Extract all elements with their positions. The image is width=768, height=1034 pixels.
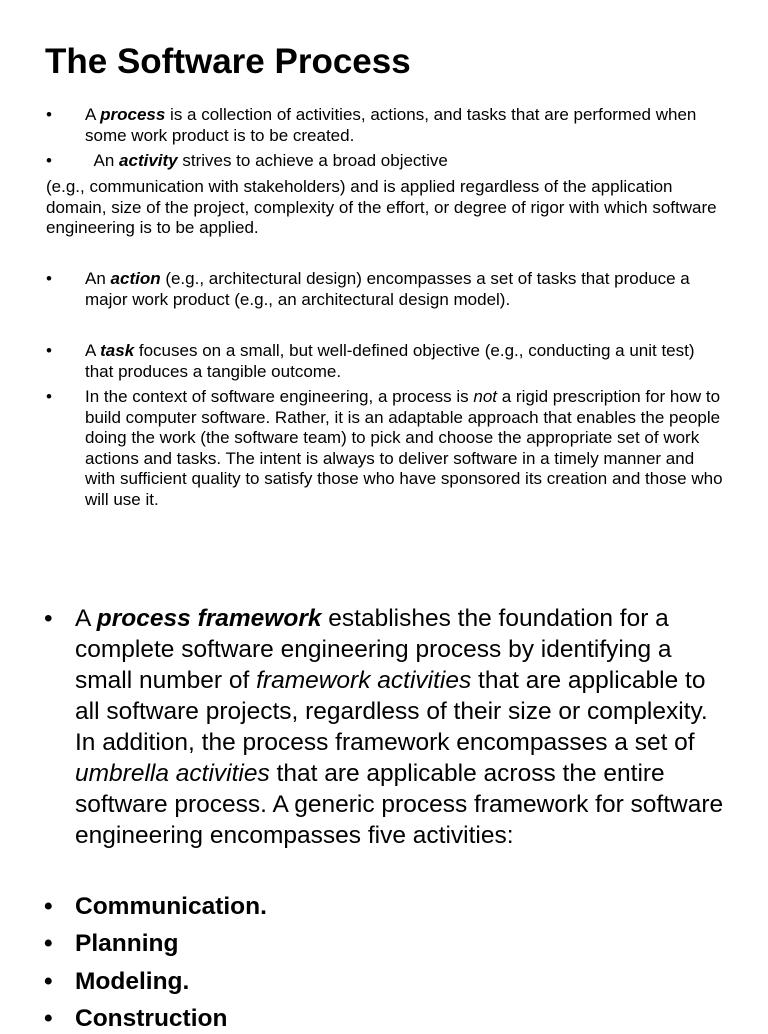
bullet: • (46, 341, 52, 360)
action-definition (46, 269, 726, 310)
term-process: process (100, 105, 166, 124)
bullet: • (44, 930, 53, 957)
text-segment: A (85, 105, 101, 124)
text-segment: a rigid prescription for how to build computer software. Rather, it is an adaptable approach that enables the people doing the work (the software team) to pick and choose the appropriate set of work actions and tasks. The intent is always to deliver software in a timely manner and with sufficient quality to satisfy those who have sponsored its creation and those who will use it. (85, 387, 723, 509)
text-segment: An (85, 269, 111, 288)
term-framework-activities: framework activities (256, 667, 472, 694)
text-segment: In the context of software engineering, a process is (85, 387, 474, 406)
text-segment: A (75, 605, 97, 632)
bullet: • (46, 105, 52, 124)
term-action: action (110, 269, 161, 288)
bullet: • (44, 968, 53, 995)
activity-item-planning (44, 928, 734, 959)
text-segment: that are applicable to all software projects, regardless of their size or complexity. In addition, the process framework encompasses a set of (75, 667, 708, 756)
text-segment: is a collection of activities, actions, and tasks that are performed when some work product is to be created. (85, 105, 697, 145)
paragraph-text: (e.g., communication with stakeholders) and is applied regardless of the application domain, size of the project, complexity of the effort, or degree of rigor with which software engineering is to be applied. (46, 177, 717, 237)
activity-item-construction (44, 1003, 734, 1034)
text-segment: that are applicable across the entire software process. A generic process framework for software engineering encompasses five activities: (75, 760, 724, 849)
process-context (46, 387, 726, 510)
term-process-framework: process framework (96, 605, 322, 632)
bullet: • (46, 151, 52, 170)
page-title: The Software Process (45, 42, 411, 81)
task-definition (46, 341, 726, 382)
activity-label: Construction (75, 1005, 228, 1032)
term-not: not (473, 387, 498, 406)
text-segment: A (85, 341, 101, 360)
bullet: • (44, 605, 53, 632)
process-framework-paragraph (44, 603, 734, 851)
activity-label: Communication. (75, 893, 267, 920)
text-segment: (e.g., architectural design) encompasses a set of tasks that produce a major work product (e.g., an architectural design model). (85, 269, 690, 309)
text-segment: establishes the foundation for a complete software engineering process by identifying a small number of (75, 605, 672, 694)
activity-definition (46, 151, 726, 172)
activity-label: Modeling. (75, 968, 190, 995)
bullet: • (46, 269, 52, 288)
bullet: • (44, 1005, 53, 1032)
text-segment: strives to achieve a broad objective (177, 151, 448, 170)
process-definition (46, 105, 726, 146)
activity-label: Planning (75, 930, 179, 957)
activity-item-modeling (44, 966, 734, 997)
activity-continuation (46, 177, 726, 239)
bullet: • (44, 893, 53, 920)
term-task: task (100, 341, 135, 360)
term-umbrella-activities: umbrella activities (75, 760, 270, 787)
text-segment: An (85, 151, 120, 170)
term-activity: activity (119, 151, 178, 170)
text-segment: focuses on a small, but well-defined objective (e.g., conducting a unit test) that produces a tangible outcome. (85, 341, 695, 381)
activity-item-communication (44, 891, 734, 922)
bullet: • (46, 387, 52, 406)
